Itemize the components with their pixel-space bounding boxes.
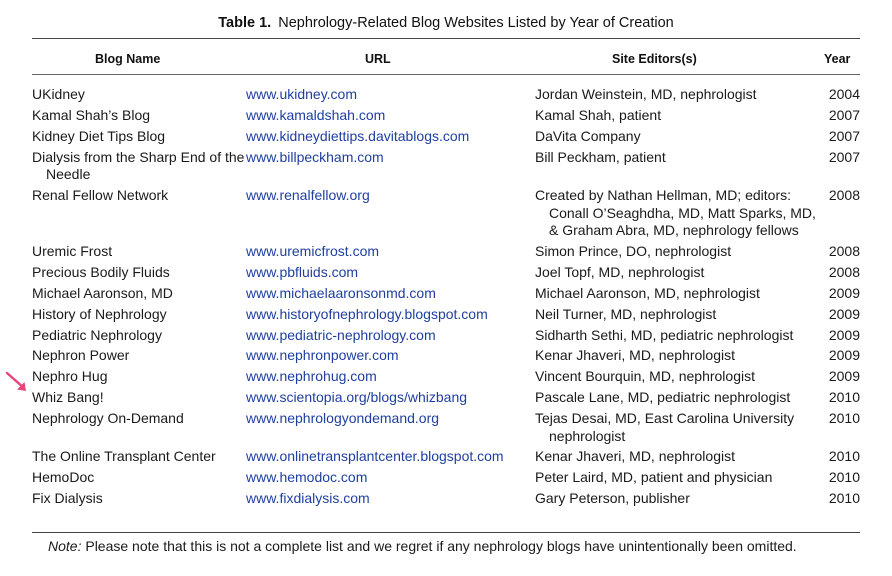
year-cell [825, 469, 860, 490]
blog-name-cell [32, 128, 246, 149]
year-cell-text: 2009 [828, 326, 860, 343]
blog-name-cell [32, 187, 246, 243]
table-row [32, 448, 860, 469]
arrow-pointer-icon [4, 370, 30, 396]
table-row [32, 469, 860, 490]
site-editors-cell-text: Joel Topf, MD, nephrologist [535, 263, 705, 280]
blog-name-cell [32, 469, 246, 490]
year-cell [825, 368, 860, 389]
site-editors-cell [535, 448, 825, 469]
site-editors-cell-text: Jordan Weinstein, MD, nephrologist [535, 86, 757, 102]
year-cell-text: 2008 [828, 263, 860, 280]
blog-name-cell-text: Pediatric Nephrology [32, 326, 162, 343]
blog-name-cell-text: Uremic Frost [32, 242, 113, 259]
blog-url-link-text[interactable]: www.kamaldshah.com [246, 106, 386, 123]
blog-url-link-text[interactable]: www.pediatric-nephrology.com [246, 326, 436, 343]
year-cell-text: 2009 [828, 347, 860, 364]
header-rule [32, 74, 860, 75]
year-cell [825, 128, 860, 149]
table-row [32, 149, 860, 187]
blog-table [32, 86, 860, 511]
year-cell [825, 347, 860, 368]
site-editors-cell [535, 389, 825, 410]
blog-url-link[interactable] [246, 128, 535, 149]
blog-url-link[interactable] [246, 389, 535, 410]
blog-url-link[interactable] [246, 243, 535, 264]
year-cell-text: 2004 [828, 86, 860, 102]
column-header-year: Year [824, 52, 851, 66]
blog-url-link[interactable] [246, 264, 535, 285]
site-editors-cell [535, 128, 825, 149]
blog-url-link[interactable] [246, 187, 535, 243]
blog-name-cell-text: Nephrology On-Demand [32, 410, 184, 427]
note-label: Note: [48, 538, 82, 554]
blog-name-cell-text: Precious Bodily Fluids [32, 263, 170, 280]
table-row [32, 243, 860, 264]
site-editors-cell-text: Kamal Shah, patient [535, 106, 662, 123]
site-editors-cell-text: Pascale Lane, MD, pediatric nephrologist [535, 389, 791, 406]
year-cell [825, 285, 860, 306]
blog-name-cell-text: Kidney Diet Tips Blog [32, 127, 166, 144]
blog-url-link-text[interactable]: www.ukidney.com [246, 86, 358, 102]
year-cell [825, 86, 860, 107]
blog-url-link-text[interactable]: www.historyofnephrology.blogspot.com [246, 305, 488, 322]
site-editors-cell-text: DaVita Company [535, 127, 641, 144]
table-row [32, 264, 860, 285]
year-cell [825, 107, 860, 128]
year-cell-text: 2010 [828, 389, 860, 406]
site-editors-cell [535, 410, 825, 448]
table-row [32, 285, 860, 306]
table-row [32, 107, 860, 128]
blog-url-link[interactable] [246, 410, 535, 448]
site-editors-cell [535, 149, 825, 187]
blog-url-link-text[interactable]: www.michaelaaronsonmd.com [246, 284, 436, 301]
blog-name-cell-text: The Online Transplant Center [32, 448, 216, 465]
year-cell-text: 2010 [828, 490, 860, 507]
blog-url-link[interactable] [246, 448, 535, 469]
site-editors-cell-text: Created by Nathan Hellman, MD; editors: Conall O’Seaghdha, MD, Matt Sparks, MD, & Graham Abra, MD, nephrology fellows [535, 187, 816, 239]
year-cell [825, 306, 860, 327]
blog-name-cell-text: Dialysis from the Sharp End of the Needle [32, 148, 245, 183]
blog-name-cell [32, 347, 246, 368]
site-editors-cell-text: Sidharth Sethi, MD, pediatric nephrologist [535, 326, 794, 343]
table-row [32, 306, 860, 327]
blog-url-link-text[interactable]: www.nephronpower.com [246, 347, 399, 364]
blog-url-link[interactable] [246, 107, 535, 128]
table-note [48, 538, 797, 554]
table-row [32, 86, 860, 107]
table-row [32, 389, 860, 410]
table-row [32, 347, 860, 368]
column-header-site-editors: Site Editors(s) [612, 52, 697, 66]
site-editors-cell-text: Peter Laird, MD, patient and physician [535, 469, 773, 486]
blog-name-cell-text: Michael Aaronson, MD [32, 284, 173, 301]
blog-name-cell [32, 448, 246, 469]
blog-name-cell [32, 285, 246, 306]
blog-name-cell [32, 389, 246, 410]
year-cell [825, 410, 860, 448]
year-cell-text: 2009 [828, 305, 860, 322]
year-cell-text: 2007 [828, 148, 860, 165]
blog-url-link[interactable] [246, 347, 535, 368]
year-cell [825, 243, 860, 264]
blog-url-link[interactable] [246, 285, 535, 306]
year-cell-text: 2009 [828, 368, 860, 385]
blog-url-link-text[interactable]: www.nephrohug.com [246, 368, 377, 385]
year-cell [825, 149, 860, 187]
blog-name-cell-text: Fix Dialysis [32, 490, 103, 507]
table-caption-label: Table 1. [218, 15, 272, 31]
blog-url-link-text[interactable]: www.onlinetransplantcenter.blogspot.com [246, 448, 504, 465]
blog-name-cell-text: HemoDoc [32, 469, 95, 486]
site-editors-cell-text: Simon Prince, DO, nephrologist [535, 242, 732, 259]
blog-name-cell [32, 368, 246, 389]
table-row [32, 368, 860, 389]
blog-name-cell [32, 86, 246, 107]
blog-name-cell-text: UKidney [32, 86, 85, 102]
year-cell-text: 2010 [828, 448, 860, 465]
site-editors-cell [535, 327, 825, 348]
year-cell-text: 2009 [828, 284, 860, 301]
table-row [32, 410, 860, 448]
blog-name-cell [32, 107, 246, 128]
year-cell-text: 2010 [828, 469, 860, 486]
blog-name-cell-text: Kamal Shah’s Blog [32, 106, 151, 123]
site-editors-cell [535, 243, 825, 264]
table-row [32, 490, 860, 511]
blog-name-cell-text: Whiz Bang! [32, 389, 104, 406]
blog-url-link-text[interactable]: www.scientopia.org/blogs/whizbang [246, 389, 468, 406]
year-cell-text: 2007 [828, 127, 860, 144]
site-editors-cell-text: Bill Peckham, patient [535, 148, 666, 165]
year-cell [825, 264, 860, 285]
blog-name-cell-text: Nephro Hug [32, 368, 108, 385]
blog-url-link-text[interactable]: www.renalfellow.org [246, 187, 370, 204]
year-cell [825, 490, 860, 511]
blog-name-cell [32, 490, 246, 511]
site-editors-cell-text: Tejas Desai, MD, East Carolina University nephrologist [535, 410, 795, 444]
blog-url-link-text[interactable]: www.kidneydiettips.davitablogs.com [246, 127, 470, 144]
blog-url-link[interactable] [246, 469, 535, 490]
blog-url-link-text[interactable]: www.hemodoc.com [246, 469, 368, 486]
site-editors-cell [535, 107, 825, 128]
site-editors-cell [535, 285, 825, 306]
blog-url-link-text[interactable]: www.uremicfrost.com [246, 242, 380, 259]
site-editors-cell [535, 86, 825, 107]
blog-name-cell [32, 243, 246, 264]
blog-url-link[interactable] [246, 368, 535, 389]
blog-name-cell-text: History of Nephrology [32, 305, 167, 322]
blog-name-cell-text: Nephron Power [32, 347, 130, 364]
blog-url-link[interactable] [246, 327, 535, 348]
blog-url-link-text[interactable]: www.fixdialysis.com [246, 490, 370, 507]
year-cell [825, 389, 860, 410]
year-cell-text: 2008 [828, 242, 860, 259]
table-row [32, 187, 860, 243]
blog-name-cell [32, 264, 246, 285]
table-row [32, 128, 860, 149]
blog-url-link-text[interactable]: www.pbfluids.com [246, 263, 359, 280]
site-editors-cell [535, 368, 825, 389]
table-caption-text: Nephrology-Related Blog Websites Listed by Year of Creation [278, 15, 674, 31]
site-editors-cell-text: Kenar Jhaveri, MD, nephrologist [535, 448, 735, 465]
blog-url-link[interactable] [246, 149, 535, 187]
year-cell [825, 327, 860, 348]
year-cell-text: 2008 [828, 187, 860, 204]
blog-name-cell [32, 327, 246, 348]
blog-name-cell [32, 306, 246, 327]
year-cell [825, 448, 860, 469]
column-header-blog-name: Blog Name [95, 52, 161, 66]
site-editors-cell-text: Neil Turner, MD, nephrologist [535, 305, 717, 322]
blog-name-cell [32, 149, 246, 187]
blog-url-link[interactable] [246, 490, 535, 511]
blog-url-link-text[interactable]: www.billpeckham.com [246, 148, 384, 165]
site-editors-cell-text: Kenar Jhaveri, MD, nephrologist [535, 347, 735, 364]
year-cell-text: 2010 [828, 410, 860, 427]
site-editors-cell-text: Michael Aaronson, MD, nephrologist [535, 284, 760, 301]
site-editors-cell [535, 264, 825, 285]
blog-url-link-text[interactable]: www.nephrologyondemand.org [246, 410, 440, 427]
bottom-rule [32, 532, 860, 533]
note-text: Please note that this is not a complete list and we regret if any nephrology blogs have unintentionally been omitted. [85, 538, 797, 554]
blog-name-cell-text: Renal Fellow Network [32, 187, 169, 204]
table-caption [0, 15, 892, 31]
site-editors-cell [535, 490, 825, 511]
blog-url-link[interactable] [246, 306, 535, 327]
site-editors-cell [535, 469, 825, 490]
site-editors-cell-text: Gary Peterson, publisher [535, 490, 690, 507]
site-editors-cell [535, 187, 825, 243]
site-editors-cell [535, 306, 825, 327]
year-cell [825, 187, 860, 243]
site-editors-cell-text: Vincent Bourquin, MD, nephrologist [535, 368, 755, 385]
blog-name-cell [32, 410, 246, 448]
site-editors-cell [535, 347, 825, 368]
table-row [32, 327, 860, 348]
top-rule [32, 38, 860, 39]
year-cell-text: 2007 [828, 106, 860, 123]
blog-url-link[interactable] [246, 86, 535, 107]
column-header-url: URL [365, 52, 391, 66]
